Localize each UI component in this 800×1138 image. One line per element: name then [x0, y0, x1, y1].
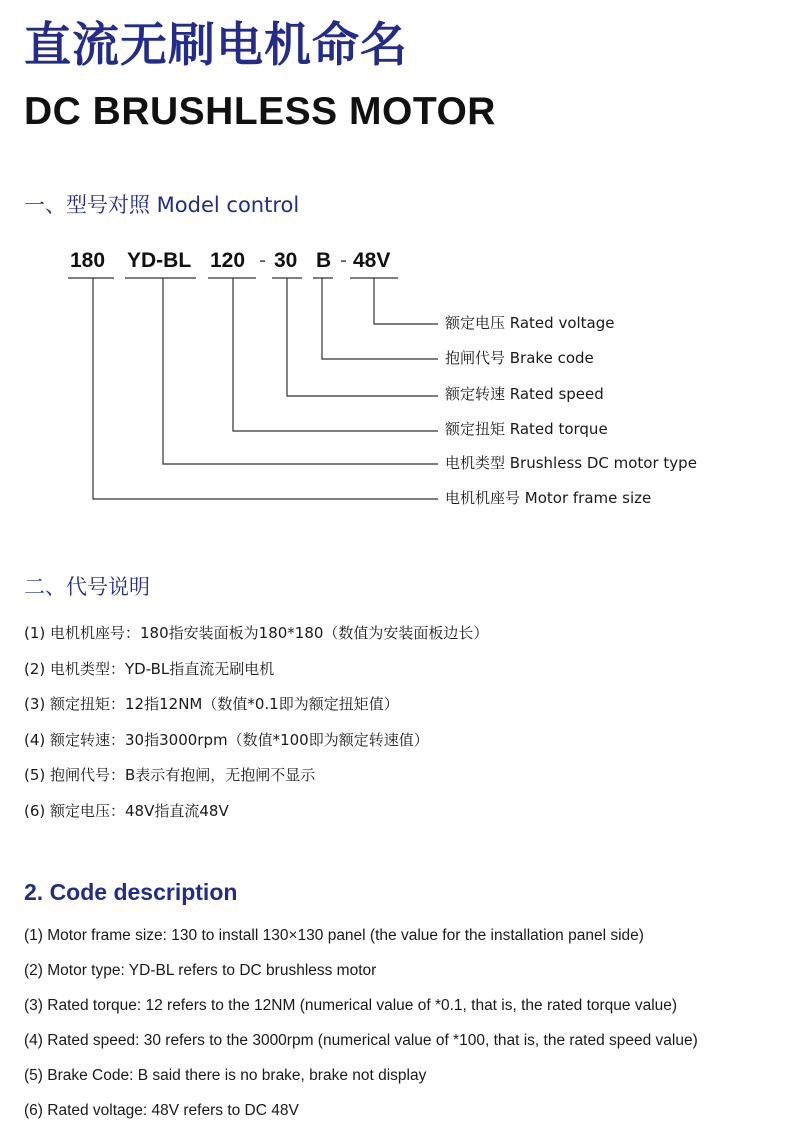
code-brake: B	[316, 249, 332, 272]
label-brake-code: 抱闸代号 Brake code	[445, 349, 594, 367]
label-frame-size: 电机机座号 Motor frame size	[445, 489, 652, 507]
list-item: (3) 额定扭矩：12指12NM（数值*0.1即为额定扭矩值）	[24, 695, 399, 713]
section-heading-code-meaning: 二、代号说明	[24, 575, 150, 599]
code-meaning-list	[24, 626, 488, 839]
model-code-diagram	[0, 0, 800, 560]
code-frame: 180	[70, 249, 106, 272]
label-rated-voltage: 额定电压 Rated voltage	[445, 314, 615, 332]
list-item: (5) Brake Code: B said there is no brake, brake not display	[24, 1067, 427, 1084]
label-rated-speed: 额定转速 Rated speed	[445, 385, 604, 403]
leader-speed	[287, 278, 438, 396]
list-item: (6) 额定电压：48V指直流48V	[24, 801, 229, 820]
leader-type	[163, 278, 438, 464]
code-speed: 30	[274, 249, 298, 272]
code-voltage: 48V	[353, 249, 391, 272]
list-item: (4) Rated speed: 30 refers to the 3000rpm (numerical value of *100, that is, the rated speed value)	[24, 1032, 698, 1049]
list-item: (2) Motor type: YD-BL refers to DC brushless motor	[24, 962, 377, 979]
label-motor-type: 电机类型 Brushless DC motor type	[445, 454, 697, 472]
list-item: (6) Rated voltage: 48V refers to DC 48V	[24, 1102, 299, 1119]
page-title-chinese: 直流无刷电机命名	[24, 18, 408, 73]
list-item: (3) Rated torque: 12 refers to the 12NM (numerical value of *0.1, that is, the rated torque value)	[24, 997, 678, 1014]
leader-frame	[93, 278, 438, 499]
section-heading-model-control: 一、型号对照 Model control	[24, 193, 300, 217]
code-torque: 120	[210, 249, 246, 272]
list-item: (1) 电机机座号：180指安装面板为180*180（数值为安装面板边长）	[24, 624, 489, 642]
section-heading-code-description: 2. Code description	[24, 879, 238, 905]
leader-torque	[233, 278, 438, 431]
code-type: YD-BL	[127, 249, 192, 272]
leader-brake	[322, 278, 438, 359]
code-dash: -	[340, 249, 347, 272]
list-item: (1) Motor frame size: 130 to install 130×130 panel (the value for the installation panel side)	[24, 927, 644, 944]
page-title-english: DC BRUSHLESS MOTOR	[24, 90, 496, 133]
label-rated-torque: 额定扭矩 Rated torque	[445, 420, 608, 438]
code-description-list	[24, 928, 698, 1138]
list-item: (4) 额定转速：30指3000rpm（数值*100即为额定转速值）	[24, 730, 429, 749]
leader-voltage	[374, 278, 438, 324]
list-item: (2) 电机类型：YD-BL指直流无刷电机	[24, 659, 275, 678]
list-item: (5) 抱闸代号：B表示有抱闸，无抱闸不显示	[24, 766, 316, 784]
code-dash: -	[259, 249, 266, 272]
